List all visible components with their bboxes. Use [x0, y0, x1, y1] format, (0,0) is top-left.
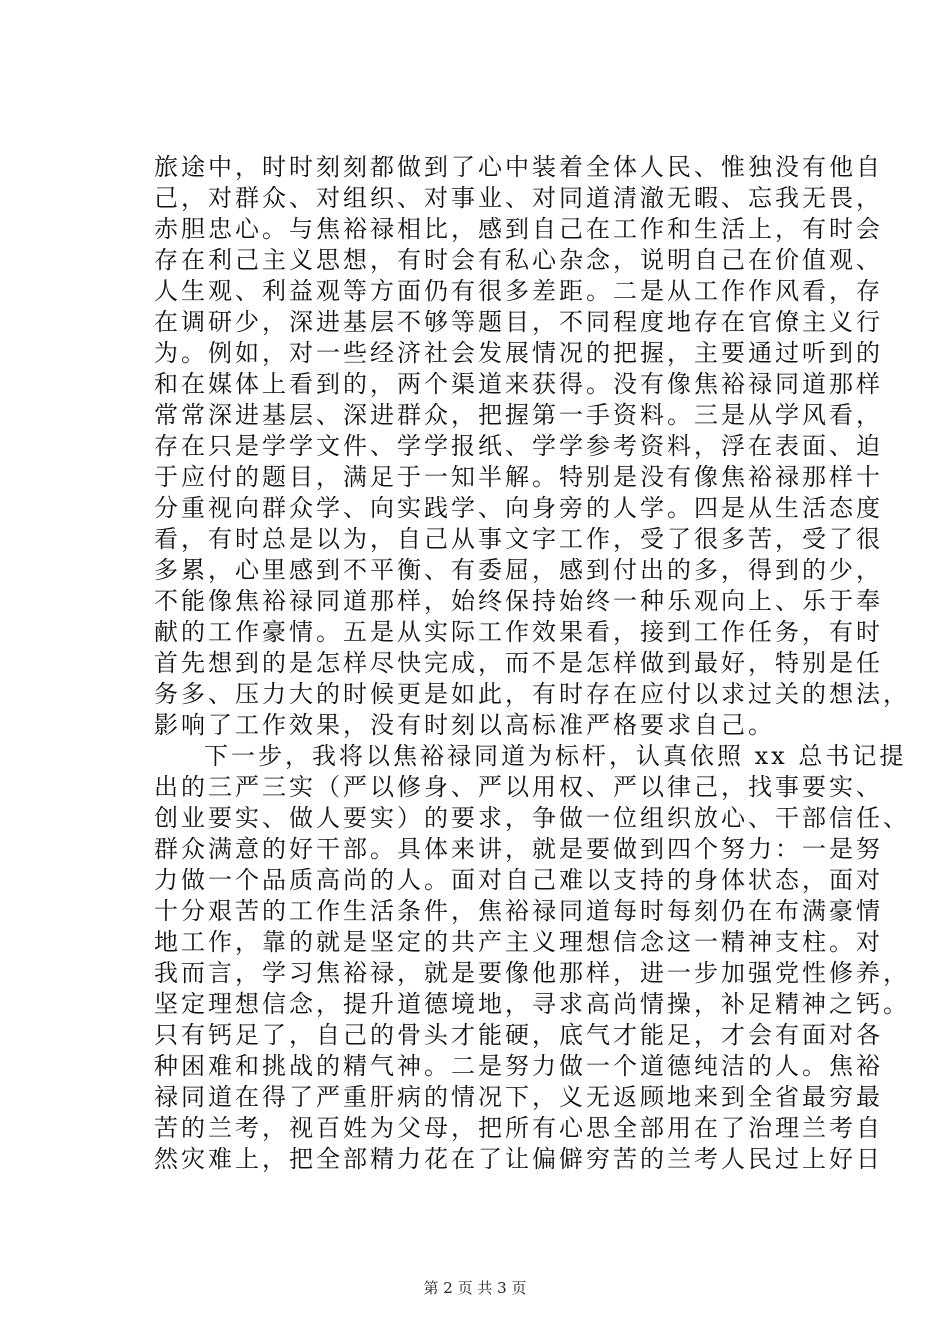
text-line: 务多、压力大的时候更是如此，有时存在应付以求过关的想法， [154, 680, 910, 708]
text-line: 群众满意的好干部。具体来讲，就是要做到四个努力：一是努 [154, 835, 883, 863]
text-line: 力做一个品质高尚的人。面对自己难以支持的身体状态，面对 [154, 866, 883, 894]
text-line: 然灾难上，把全部精力花在了让偏僻穷苦的兰考人民过上好日 [154, 1145, 883, 1173]
page-number-footer: 第 2 页 共 3 页 [423, 1279, 527, 1297]
text-line: 创业要实、做人要实）的要求，争做一位组织放心、干部信任、 [154, 804, 910, 832]
text-line: 存在利己主义思想，有时会有私心杂念，说明自己在价值观、 [154, 246, 883, 274]
text-line: 出的三严三实（严以修身、严以用权、严以律己，找事要实、 [154, 773, 883, 801]
text-line: 存在只是学学文件、学学报纸、学学参考资料，浮在表面、迫 [154, 432, 883, 460]
text-line: 旅途中，时时刻刻都做到了心中装着全体人民、惟独没有他自 [154, 153, 883, 181]
text-line: 献的工作豪情。五是从实际工作效果看，接到工作任务，有时 [154, 618, 883, 646]
text-line: 分重视向群众学、向实践学、向身旁的人学。四是从生活态度 [154, 494, 883, 522]
text-line: 地工作，靠的就是坚定的共产主义理想信念这一精神支柱。对 [154, 928, 883, 956]
text-line: 十分艰苦的工作生活条件，焦裕禄同道每时每刻仍在布满豪情 [154, 897, 883, 925]
paragraph-start-line: 下一步，我将以焦裕禄同道为标杆，认真依照 xx 总书记提 [204, 742, 907, 770]
text-line: 苦的兰考，视百姓为父母，把所有心思全部用在了治理兰考自 [154, 1114, 883, 1142]
text-line: 种困难和挑战的精气神。二是努力做一个道德纯洁的人。焦裕 [154, 1052, 883, 1080]
text-line: 赤胆忠心。与焦裕禄相比，感到自己在工作和生活上，有时会 [154, 215, 883, 243]
text-line: 己，对群众、对组织、对事业、对同道清澈无暇、忘我无畏， [154, 184, 883, 212]
text-line: 不能像焦裕禄同道那样，始终保持始终一种乐观向上、乐于奉 [154, 587, 883, 615]
text-line: 为。例如，对一些经济社会发展情况的把握，主要通过听到的 [154, 339, 883, 367]
text-line: 在调研少，深进基层不够等题目，不同程度地存在官僚主义行 [154, 308, 883, 336]
text-line: 和在媒体上看到的，两个渠道来获得。没有像焦裕禄同道那样 [154, 370, 883, 398]
text-line: 只有钙足了，自己的骨头才能硬，底气才能足，才会有面对各 [154, 1021, 883, 1049]
text-line: 首先想到的是怎样尽快完成，而不是怎样做到最好，特别是任 [154, 649, 883, 677]
text-line: 看，有时总是以为，自己从事文字工作，受了很多苦，受了很 [154, 525, 883, 553]
text-line: 坚定理想信念，提升道德境地，寻求高尚情操，补足精神之钙。 [154, 990, 910, 1018]
text-line: 我而言，学习焦裕禄，就是要像他那样，进一步加强党性修养， [154, 959, 910, 987]
text-line: 常常深进基层、深进群众，把握第一手资料。三是从学风看， [154, 401, 883, 429]
body-text [154, 152, 910, 1175]
text-line: 禄同道在得了严重肝病的情况下，义无返顾地来到全省最穷最 [154, 1083, 883, 1111]
text-line: 于应付的题目，满足于一知半解。特别是没有像焦裕禄那样十 [154, 463, 883, 491]
text-line: 多累，心里感到不平衡、有委屈，感到付出的多，得到的少， [154, 556, 883, 584]
text-line: 人生观、利益观等方面仍有很多差距。二是从工作作风看，存 [154, 277, 883, 305]
text-line: 影响了工作效果，没有时刻以高标准严格要求自己。 [154, 711, 775, 739]
